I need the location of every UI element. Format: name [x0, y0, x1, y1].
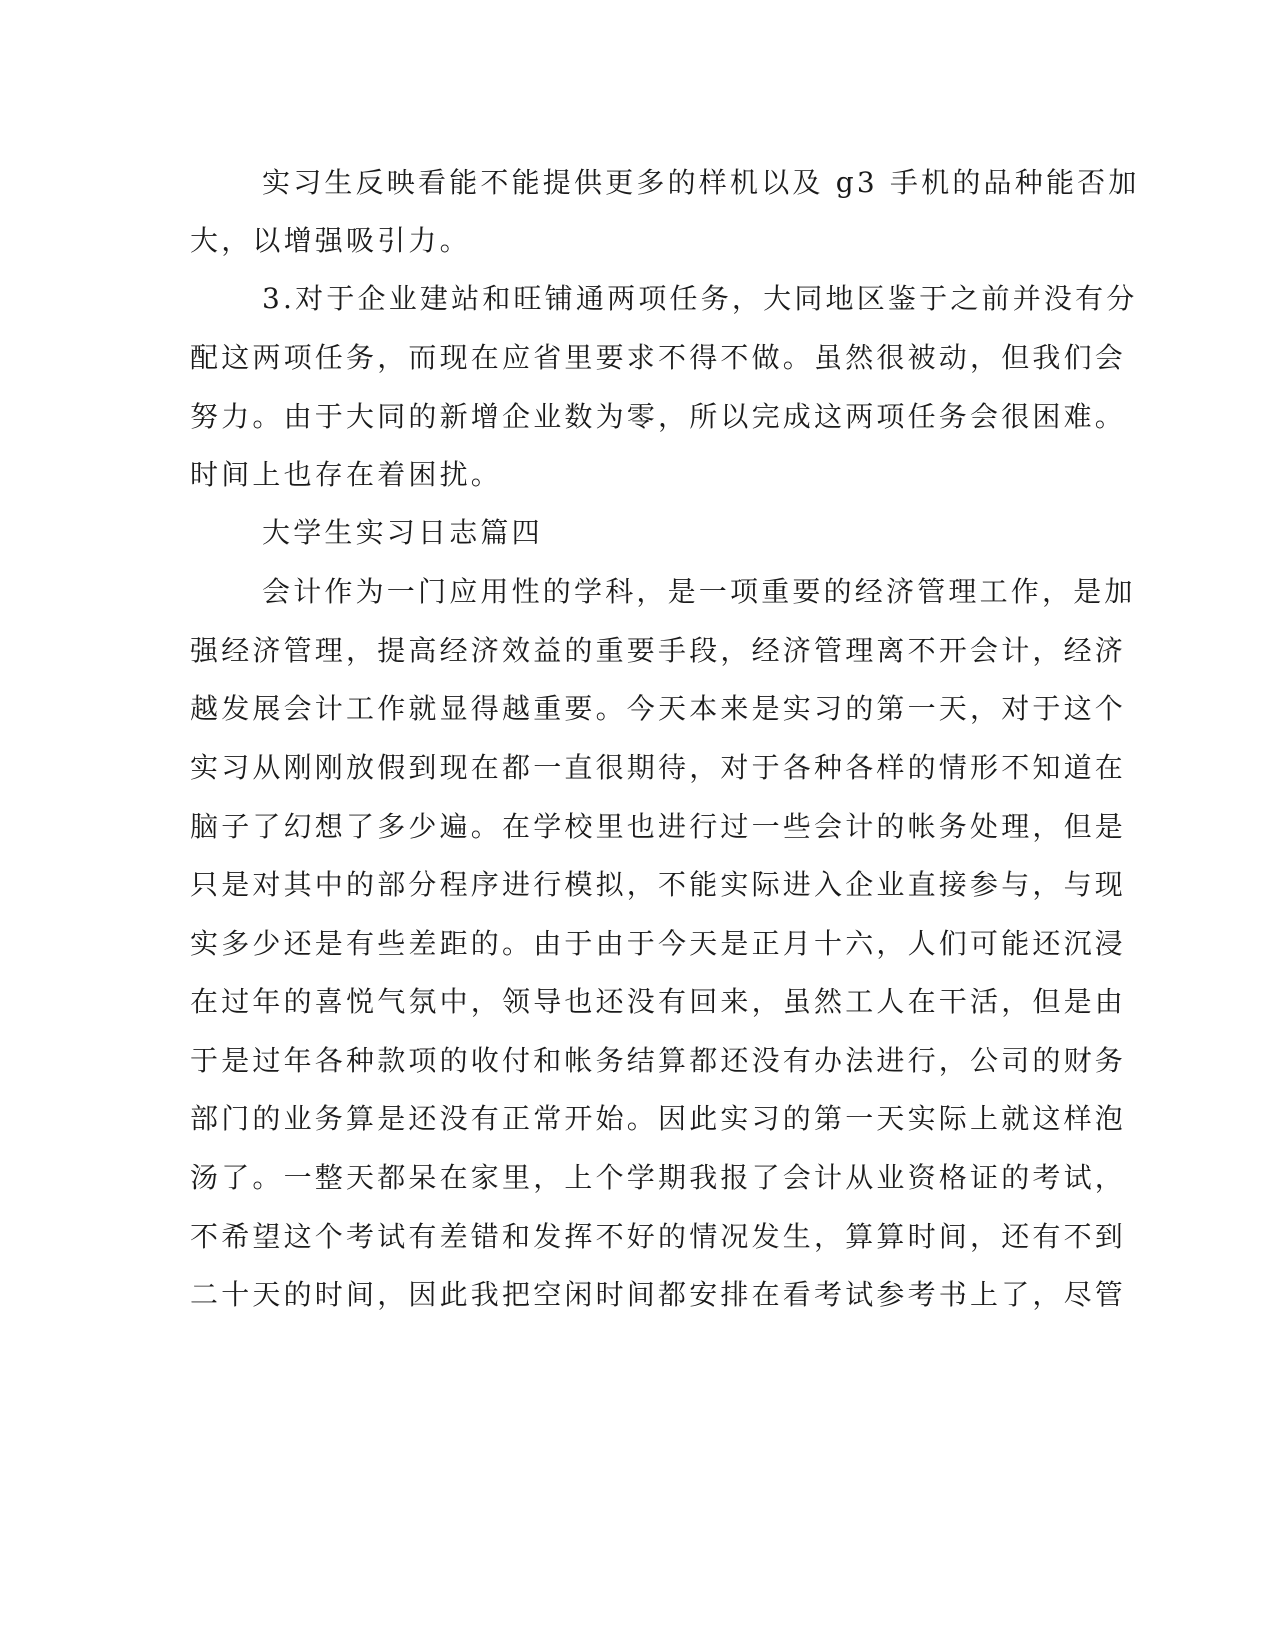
text-line: 3.对于企业建站和旺铺通两项任务，大同地区鉴于之前并没有分	[262, 282, 1138, 315]
text-line: 会计作为一门应用性的学科，是一项重要的经济管理工作，是加	[262, 575, 1136, 608]
text-line: 强经济管理，提高经济效益的重要手段，经济管理离不开会计，经济	[190, 634, 1127, 667]
text-line: 脑子了幻想了多少遍。在学校里也进行过一些会计的帐务处理，但是	[190, 810, 1127, 843]
text-line: 汤了。一整天都呆在家里，上个学期我报了会计从业资格证的考试，	[190, 1161, 1127, 1194]
text-line: 二十天的时间，因此我把空闲时间都安排在看考试参考书上了，尽管	[190, 1278, 1127, 1311]
text-line: 部门的业务算是还没有正常开始。因此实习的第一天实际上就这样泡	[190, 1102, 1127, 1135]
text-line: 大，以增强吸引力。	[190, 224, 471, 257]
text-line: 只是对其中的部分程序进行模拟，不能实际进入企业直接参与，与现	[190, 868, 1127, 901]
text-line: 实习生反映看能不能提供更多的样机以及 g3 手机的品种能否加	[262, 166, 1140, 199]
text-line: 实习从刚刚放假到现在都一直很期待，对于各种各样的情形不知道在	[190, 751, 1127, 784]
text-line: 实多少还是有些差距的。由于由于今天是正月十六，人们可能还沉浸	[190, 927, 1127, 960]
text-line: 于是过年各种款项的收付和帐务结算都还没有办法进行，公司的财务	[190, 1044, 1127, 1077]
section-heading: 大学生实习日志篇四	[262, 516, 543, 549]
text-line: 努力。由于大同的新增企业数为零，所以完成这两项任务会很困难。	[190, 400, 1127, 433]
text-line: 时间上也存在着困扰。	[190, 458, 503, 491]
text-line: 在过年的喜悦气氛中，领导也还没有回来，虽然工人在干活，但是由	[190, 985, 1127, 1018]
text-line: 配这两项任务，而现在应省里要求不得不做。虽然很被动，但我们会	[190, 341, 1127, 374]
text-line: 越发展会计工作就显得越重要。今天本来是实习的第一天，对于这个	[190, 692, 1127, 725]
text-line: 不希望这个考试有差错和发挥不好的情况发生，算算时间，还有不到	[190, 1220, 1127, 1253]
